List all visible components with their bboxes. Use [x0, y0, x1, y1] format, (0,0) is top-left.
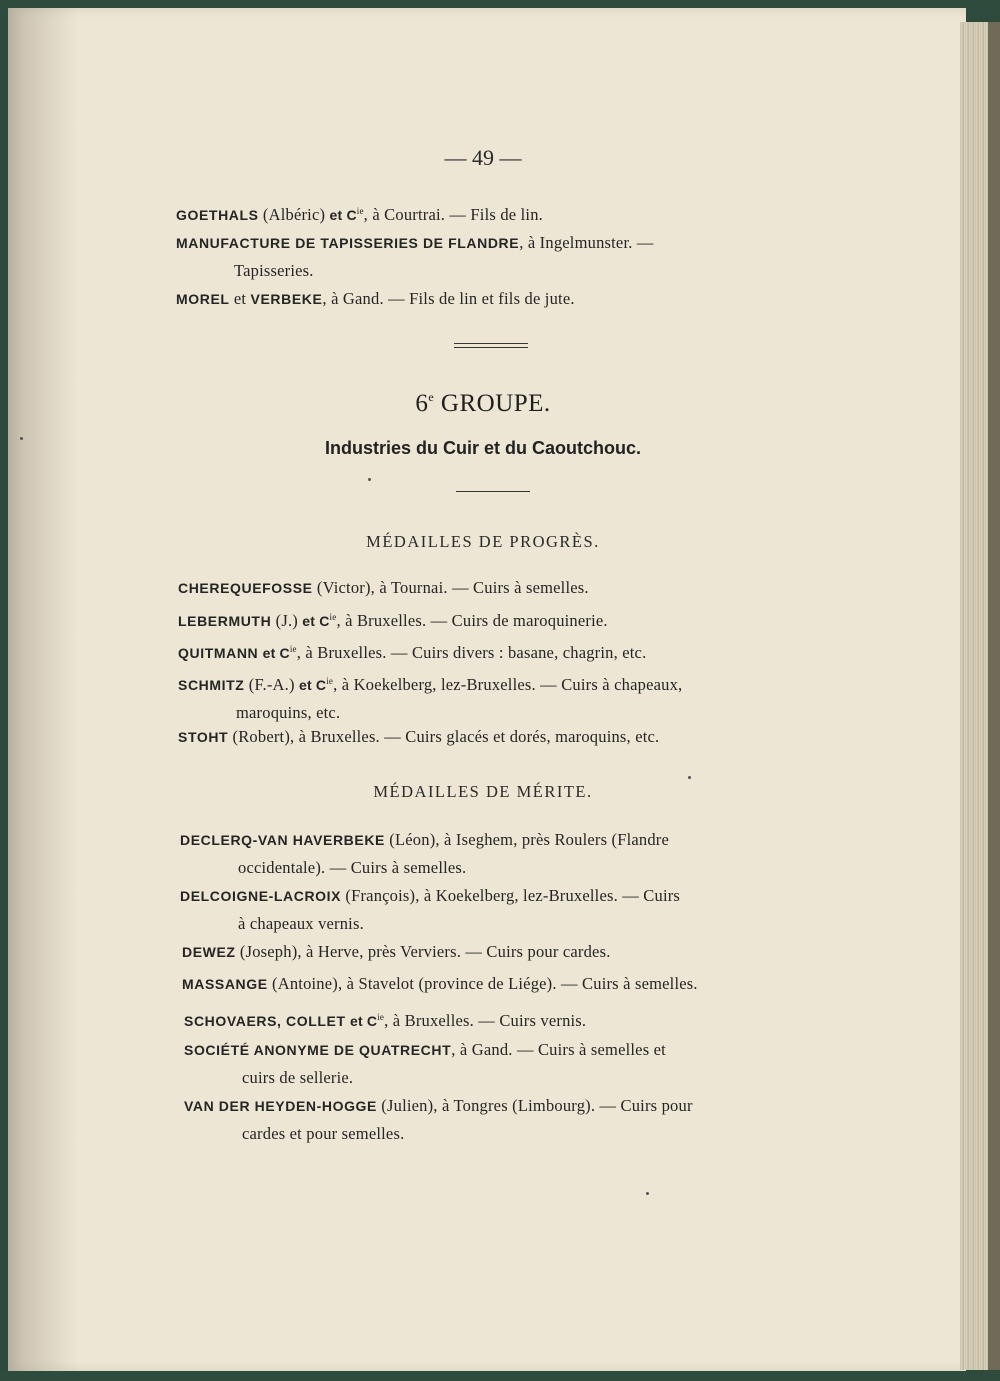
section-heading-progres: MÉDAILLES DE PROGRÈS. — [366, 532, 600, 551]
page-edges-shadow — [988, 22, 1000, 1370]
section-heading-merite: MÉDAILLES DE MÉRITE. — [373, 782, 593, 801]
list-item: DELCOIGNE-LACROIX (François), à Koekelberg, lez-Bruxelles. — Cuirs à chapeaux vernis. — [180, 886, 681, 933]
group-subtitle: Industries du Cuir et du Caoutchouc. — [324, 438, 641, 458]
list-item: STOHT (Robert), à Bruxelles. — Cuirs glacés et dorés, maroquins, etc. — [178, 727, 660, 746]
list-item: LEBERMUTH (J.) et $C^{ie}$, à Bruxelles. — Cuirs de maroquinerie. — [178, 611, 608, 630]
paper-speck — [368, 478, 371, 481]
list-item: QUITMANN et $C^{ie}$, à Bruxelles. — Cuirs divers : basane, chagrin, etc. — [178, 643, 647, 662]
list-item: SCHOVAERS, COLLET et $C^{ie}$, à Bruxelles. — Cuirs vernis. — [184, 1011, 587, 1030]
list-item: SCHMITZ (F.-A.) et $C^{ie}$, à Koekelberg, lez-Bruxelles. — Cuirs à chapeaux, maroquins, etc. — [178, 675, 683, 722]
list-item: VAN DER HEYDEN-HOGGE (Julien), à Tongres (Limbourg). — Cuirs pour cardes et pour semelles. — [184, 1096, 693, 1143]
list-item: DECLERQ-VAN HAVERBEKE (Léon), à Iseghem, près Roulers (Flandre occidentale). — Cuirs à semelles. — [180, 830, 670, 877]
list-item: CHEREQUEFOSSE (Victor), à Tournai. — Cuirs à semelles. — [178, 578, 589, 597]
page-gutter-shadow — [8, 8, 78, 1371]
double-rule-divider — [454, 343, 528, 348]
list-item: SOCIÉTÉ ANONYME DE QUATRECHT, à Gand. — Cuirs à semelles et cuirs de sellerie. — [184, 1040, 666, 1087]
list-item: GOETHALS (Albéric) et $C^{ie}$, à Courtrai. — Fils de lin. — [176, 205, 543, 224]
rule-divider — [456, 491, 530, 492]
list-item: MASSANGE (Antoine), à Stavelot (province de Liége). — Cuirs à semelles. — [182, 974, 698, 993]
list-item: MOREL et VERBEKE, à Gand. — Fils de lin et fils de jute. — [176, 289, 575, 308]
paper-speck — [646, 1192, 649, 1195]
group-title: 6e GROUPE. — [415, 390, 551, 417]
book-cover-bottom — [0, 1371, 1000, 1381]
list-item: MANUFACTURE DE TAPISSERIES DE FLANDRE, à Ingelmunster. — Tapisseries. — [176, 233, 654, 280]
list-item: DEWEZ (Joseph), à Herve, près Verviers. — Cuirs pour cardes. — [182, 942, 611, 961]
page-number: — 49 — — [444, 145, 522, 170]
paper-speck — [20, 437, 23, 440]
paper-speck — [688, 776, 691, 779]
